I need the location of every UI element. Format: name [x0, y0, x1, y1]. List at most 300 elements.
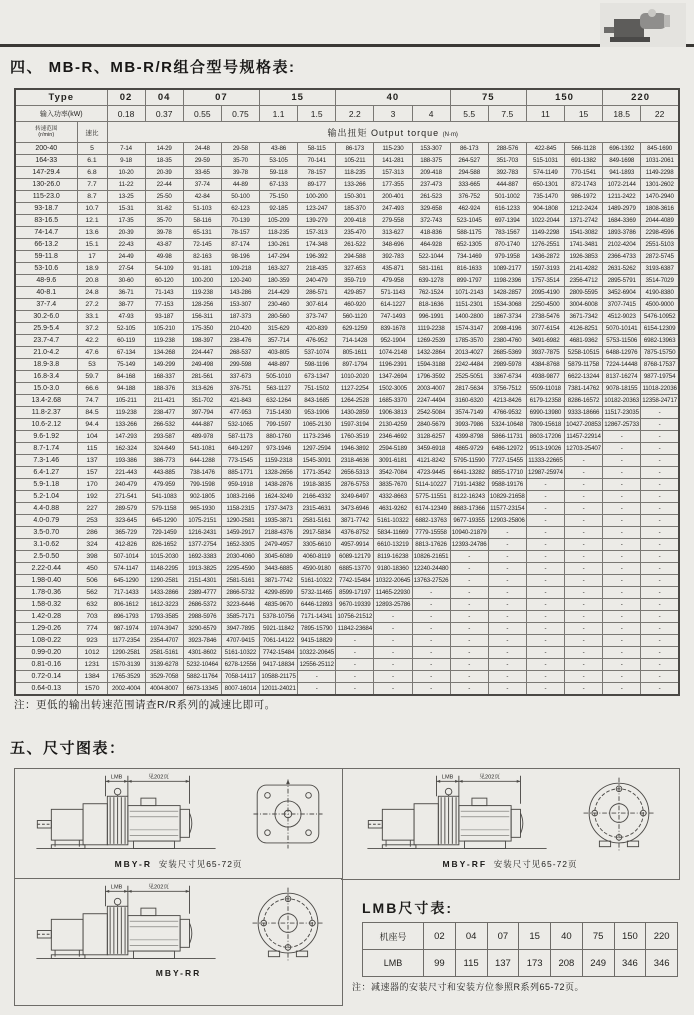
torque-cell: 896-1793	[107, 611, 145, 623]
speed-range-cell: 15.0-3.0	[15, 383, 77, 395]
torque-cell: 288-576	[488, 143, 526, 155]
torque-cell: 818-1636	[412, 299, 450, 311]
power-value: 7.5	[488, 106, 526, 122]
torque-cell: 86-173	[450, 143, 488, 155]
torque-cell: 652-1305	[450, 239, 488, 251]
torque-cell: 58-116	[183, 215, 221, 227]
power-value: 4	[412, 106, 450, 122]
torque-cell: 645-1290	[145, 515, 183, 527]
torque-cell: -	[565, 539, 603, 551]
torque-cell: 337-673	[221, 371, 259, 383]
torque-cell: 29-58	[221, 143, 259, 155]
torque-cell: 588-1175	[450, 227, 488, 239]
torque-cell: 1913-3825	[183, 563, 221, 575]
torque-cell: -	[641, 539, 679, 551]
subheader-row	[15, 122, 679, 143]
speed-range-cell: 0.64-0.13	[15, 683, 77, 696]
torque-cell: 193-386	[107, 455, 145, 467]
torque-cell: 1502-3005	[374, 383, 412, 395]
torque-cell: -	[603, 503, 641, 515]
table-row	[15, 635, 679, 647]
torque-cell: 1290-2581	[221, 515, 259, 527]
torque-cell: 196-392	[298, 251, 336, 263]
torque-cell: -	[412, 683, 450, 696]
torque-cell: -	[565, 503, 603, 515]
torque-cell: 10829-21658	[488, 491, 526, 503]
torque-cell: 1436-2872	[526, 251, 564, 263]
torque-cell: 50-100	[221, 191, 259, 203]
torque-cell: 2247-4494	[412, 395, 450, 407]
torque-cell: 261-523	[412, 191, 450, 203]
torque-cell: 3045-6089	[260, 551, 298, 563]
table-row	[15, 407, 679, 419]
torque-cell: 12867-25733	[603, 419, 641, 431]
table-row	[15, 275, 679, 287]
frame-size-cell: 75	[582, 923, 614, 950]
torque-cell: -	[565, 563, 603, 575]
torque-cell: 5866-11731	[488, 431, 526, 443]
torque-cell: 11517-23035	[603, 407, 641, 419]
torque-cell: 1031-2061	[641, 155, 679, 167]
speed-range-cell: 5.2-1.04	[15, 491, 77, 503]
mby-rr-front-view-drawing	[246, 882, 330, 966]
torque-cell: 1545-3091	[298, 455, 336, 467]
torque-cell: 505-1010	[260, 371, 298, 383]
torque-cell: 639-1278	[412, 275, 450, 287]
torque-cell: 1264-2528	[336, 395, 374, 407]
table-row	[15, 515, 679, 527]
torque-cell: 210-420	[221, 323, 259, 335]
torque-cell: 20-39	[145, 167, 183, 179]
torque-cell: 157-313	[374, 167, 412, 179]
lmb-value-cell: 346	[646, 950, 678, 977]
torque-cell: -	[603, 515, 641, 527]
torque-cell: 3290-6579	[183, 623, 221, 635]
torque-cell: 1400-2800	[450, 311, 488, 323]
torque-cell: 1867-3734	[488, 311, 526, 323]
speed-range-cell: 23.7-4.7	[15, 335, 77, 347]
torque-cell: 805-1611	[336, 347, 374, 359]
torque-cell: -	[412, 611, 450, 623]
right-drawing-box	[341, 768, 680, 880]
torque-cell: 479-958	[374, 275, 412, 287]
torque-cell: 996-1991	[412, 311, 450, 323]
lmb-label: LMB	[363, 950, 424, 977]
torque-cell: 323-645	[107, 515, 145, 527]
torque-cell: 4723-9445	[412, 467, 450, 479]
torque-cell: 2685-5369	[488, 347, 526, 359]
torque-cell: -	[374, 683, 412, 696]
type-group-04: 04	[145, 89, 183, 106]
torque-cell: 293-587	[145, 431, 183, 443]
torque-cell: 7875-15750	[641, 347, 679, 359]
ratio-cell: 923	[77, 635, 107, 647]
torque-cell: 598-1196	[298, 359, 336, 371]
torque-cell: 501-1002	[488, 191, 526, 203]
type-group-40: 40	[336, 89, 450, 106]
torque-cell: 59-118	[260, 167, 298, 179]
torque-cell: 187-373	[221, 311, 259, 323]
torque-cell: 52-105	[107, 323, 145, 335]
ratio-cell: 47.6	[77, 347, 107, 359]
torque-cell: 47-93	[107, 311, 145, 323]
torque-cell: 849-1698	[603, 155, 641, 167]
torque-cell: 4500-9000	[641, 299, 679, 311]
torque-cell: 78-157	[298, 167, 336, 179]
torque-cell: 2895-5791	[603, 275, 641, 287]
torque-cell: -	[526, 635, 564, 647]
torque-cell: 8813-17626	[412, 539, 450, 551]
speed-range-cell: 1.42-0.28	[15, 611, 77, 623]
torque-cell: 1612-3223	[145, 599, 183, 611]
ratio-cell: 74.7	[77, 395, 107, 407]
speed-range-cell: 147-29.4	[15, 167, 77, 179]
torque-cell: -	[565, 683, 603, 696]
power-value: 15	[565, 106, 603, 122]
torque-cell: 839-1678	[374, 323, 412, 335]
torque-cell: 897-1794	[336, 359, 374, 371]
torque-cell: 9-18	[107, 155, 145, 167]
torque-cell: 464-928	[412, 239, 450, 251]
torque-cell: 3707-7415	[603, 299, 641, 311]
torque-cell: -	[603, 647, 641, 659]
torque-cell: 2389-4777	[183, 587, 221, 599]
torque-cell: 3529-7058	[145, 671, 183, 683]
torque-cell: 6641-13282	[450, 467, 488, 479]
lmb-value-cell: 173	[519, 950, 551, 977]
torque-cell: 1347-2694	[374, 371, 412, 383]
ratio-cell: 774	[77, 623, 107, 635]
torque-cell: 7727-15455	[488, 455, 526, 467]
torque-cell: 7224-14448	[603, 359, 641, 371]
torque-cell: 8286-16572	[565, 395, 603, 407]
torque-cell: 571-1143	[374, 287, 412, 299]
torque-cell: 12240-24480	[412, 563, 450, 575]
torque-cell: 75-150	[260, 191, 298, 203]
mby-rf-front-view-drawing	[577, 772, 661, 856]
torque-cell: 4121-8242	[412, 455, 450, 467]
torque-cell: 13-25	[107, 191, 145, 203]
torque-cell: -	[374, 635, 412, 647]
speed-range-cell: 1.78-0.36	[15, 587, 77, 599]
ratio-cell: 42.2	[77, 335, 107, 347]
torque-cell: 616-1233	[488, 203, 526, 215]
torque-cell: 3193-6387	[641, 263, 679, 275]
torque-cell: 78-157	[221, 227, 259, 239]
torque-cell: 329-658	[412, 203, 450, 215]
lmb-table	[362, 922, 678, 977]
torque-cell: 3077-6154	[526, 323, 564, 335]
torque-cell: 100-200	[183, 275, 221, 287]
torque-cell: 313-627	[374, 227, 412, 239]
torque-cell: 5378-10756	[260, 611, 298, 623]
torque-cell: 2917-5834	[298, 527, 336, 539]
power-value: 18.5	[603, 106, 641, 122]
torque-cell: 119-238	[107, 407, 145, 419]
torque-cell: -	[412, 599, 450, 611]
ratio-cell: 27.2	[77, 299, 107, 311]
torque-cell: -	[603, 659, 641, 671]
torque-cell: -	[565, 671, 603, 683]
speed-range-cell: 16.8-3.4	[15, 371, 77, 383]
ratio-cell: 6.1	[77, 155, 107, 167]
torque-cell: 2366-4733	[603, 251, 641, 263]
torque-cell: -	[488, 623, 526, 635]
torque-cell: 1685-3370	[374, 395, 412, 407]
frame-size-cell: 220	[646, 923, 678, 950]
torque-cell: 392-783	[374, 251, 412, 263]
torque-cell: 60-120	[145, 275, 183, 287]
torque-cell: 71-143	[145, 287, 183, 299]
torque-cell: 27-54	[107, 263, 145, 275]
torque-cell: 3585-7171	[221, 611, 259, 623]
torque-cell: 9078-18155	[603, 383, 641, 395]
torque-cell: 696-1392	[603, 143, 641, 155]
torque-cell: 1022-2044	[526, 215, 564, 227]
torque-cell: -	[526, 683, 564, 696]
torque-cell: 870-1740	[488, 239, 526, 251]
torque-cell: 717-1433	[107, 587, 145, 599]
ratio-cell: 1231	[77, 659, 107, 671]
torque-cell: -	[298, 671, 336, 683]
torque-cell: 2315-4631	[298, 503, 336, 515]
torque-cell: 168-337	[145, 371, 183, 383]
speed-range-cell: 7.3-1.46	[15, 455, 77, 467]
torque-cell: 153-307	[221, 299, 259, 311]
torque-cell: 9877-19754	[641, 371, 679, 383]
torque-cell: -	[526, 539, 564, 551]
torque-cell: 799-1598	[183, 479, 221, 491]
torque-cell: -	[603, 479, 641, 491]
torque-cell: 130-261	[260, 239, 298, 251]
speed-range-cell: 25.9-5.4	[15, 323, 77, 335]
torque-cell: 1757-3514	[526, 275, 564, 287]
torque-cell: -	[603, 467, 641, 479]
torque-cell: -	[450, 563, 488, 575]
torque-cell: 12393-24786	[450, 539, 488, 551]
torque-cell: 899-1797	[450, 275, 488, 287]
torque-cell: 15-31	[107, 203, 145, 215]
torque-cell: 174-348	[298, 239, 336, 251]
torque-cell: 2581-5161	[145, 647, 183, 659]
torque-cell: 351-702	[183, 395, 221, 407]
torque-cell: 92-185	[260, 203, 298, 215]
ratio-cell: 703	[77, 611, 107, 623]
torque-cell: 1075-2151	[183, 515, 221, 527]
torque-cell: 2130-4259	[374, 419, 412, 431]
table-row	[15, 455, 679, 467]
torque-cell: 397-794	[183, 407, 221, 419]
torque-cell: 43-86	[260, 143, 298, 155]
torque-cell: -	[526, 611, 564, 623]
torque-cell: -	[565, 551, 603, 563]
torque-cell: 6446-12893	[298, 599, 336, 611]
torque-cell: 9417-18834	[260, 659, 298, 671]
torque-cell: 238-477	[145, 407, 183, 419]
torque-cell: 65-131	[183, 227, 221, 239]
torque-cell: 123-247	[298, 203, 336, 215]
torque-cell: 4681-9362	[565, 335, 603, 347]
torque-cell: 6673-13345	[183, 683, 221, 696]
ratio-cell: 286	[77, 527, 107, 539]
torque-cell: -	[526, 527, 564, 539]
torque-cell: 351-703	[488, 155, 526, 167]
torque-cell: -	[526, 671, 564, 683]
torque-cell: 224-447	[183, 347, 221, 359]
torque-cell: 1652-3305	[221, 539, 259, 551]
torque-cell: 566-1128	[565, 143, 603, 155]
torque-cell: -	[603, 587, 641, 599]
torque-cell: 188-375	[412, 155, 450, 167]
torque-cell: -	[526, 491, 564, 503]
torque-cell: 1433-2866	[145, 587, 183, 599]
torque-cell: 7742-15484	[336, 575, 374, 587]
torque-cell: -	[526, 623, 564, 635]
torque-cell: 773-1545	[221, 455, 259, 467]
torque-cell: 386-773	[145, 455, 183, 467]
speed-range-cell: 66-13.2	[15, 239, 77, 251]
torque-cell: -	[450, 635, 488, 647]
table-row	[15, 203, 679, 215]
left-drawing-box	[14, 768, 343, 1006]
torque-cell: 1432-2864	[412, 347, 450, 359]
torque-cell: -	[526, 647, 564, 659]
torque-cell: 1371-2742	[565, 215, 603, 227]
table-row	[15, 587, 679, 599]
torque-cell: 2631-5262	[603, 263, 641, 275]
ratio-cell: 170	[77, 479, 107, 491]
torque-cell: 153-307	[412, 143, 450, 155]
speed-range-cell: 6.4-1.27	[15, 467, 77, 479]
torque-cell: -	[450, 683, 488, 696]
torque-cell: 5775-11551	[412, 491, 450, 503]
ratio-cell: 115	[77, 443, 107, 455]
torque-cell: 333-665	[450, 179, 488, 191]
torque-cell: 3871-7742	[336, 515, 374, 527]
torque-cell: 156-311	[183, 311, 221, 323]
torque-cell: 872-1743	[565, 179, 603, 191]
power-value: 0.75	[221, 106, 259, 122]
torque-cell: -	[336, 671, 374, 683]
torque-cell: 289-579	[107, 503, 145, 515]
torque-cell: 134-268	[145, 347, 183, 359]
torque-cell: 953-1906	[298, 407, 336, 419]
torque-cell: 10427-20853	[565, 419, 603, 431]
torque-cell: 1430-2859	[336, 407, 374, 419]
torque-cell: 4004-8007	[145, 683, 183, 696]
torque-cell: 38-77	[107, 299, 145, 311]
torque-cell: 105-211	[336, 155, 374, 167]
mby-rf-side-view-drawing	[359, 772, 555, 856]
torque-cell: 294-588	[336, 251, 374, 263]
table-row	[15, 419, 679, 431]
torque-cell: 476-952	[298, 335, 336, 347]
torque-cell: 1974-3947	[145, 623, 183, 635]
torque-cell: 87-174	[221, 239, 259, 251]
speed-range-cell: 9.6-1.92	[15, 431, 77, 443]
torque-cell: 2102-4204	[603, 239, 641, 251]
torque-cell: 6882-13763	[412, 515, 450, 527]
torque-cell: 1297-2594	[298, 443, 336, 455]
torque-cell: -	[603, 623, 641, 635]
torque-cell: -	[488, 683, 526, 696]
speed-range-header: 转速范围 (r/min)	[15, 122, 77, 143]
torque-cell: -	[488, 563, 526, 575]
torque-cell: 266-532	[145, 419, 183, 431]
torque-cell: 2318-4636	[336, 455, 374, 467]
torque-cell: -	[603, 455, 641, 467]
torque-cell: 365-729	[107, 527, 145, 539]
torque-cell: 294-588	[450, 167, 488, 179]
torque-cell: -	[374, 647, 412, 659]
torque-cell: 2817-5634	[450, 383, 488, 395]
panel-mby-rf	[341, 769, 679, 878]
speed-range-cell: 21.0-4.2	[15, 347, 77, 359]
frame-size-cell: 40	[551, 923, 583, 950]
torque-cell: 157-313	[298, 227, 336, 239]
speed-range-cell: 1.58-0.32	[15, 599, 77, 611]
torque-cell: 1624-3249	[260, 491, 298, 503]
torque-cell: 115-230	[374, 143, 412, 155]
torque-cell: 3004-6008	[565, 299, 603, 311]
torque-cell: 1198-2396	[488, 275, 526, 287]
table-row	[15, 335, 679, 347]
torque-cell: 5879-11758	[565, 359, 603, 371]
table-row	[15, 683, 679, 696]
torque-cell: 12556-25112	[298, 659, 336, 671]
torque-cell: 1269-2539	[412, 335, 450, 347]
torque-cell: 324-649	[145, 443, 183, 455]
torque-cell: 98-196	[221, 251, 259, 263]
power-value: 2.2	[336, 106, 374, 122]
ratio-cell: 33.1	[77, 311, 107, 323]
torque-cell: -	[641, 671, 679, 683]
torque-cell: 37-74	[183, 179, 221, 191]
torque-cell: -	[641, 443, 679, 455]
torque-cell: -	[488, 599, 526, 611]
torque-cell: 1570-3139	[107, 659, 145, 671]
torque-cell: 6885-13770	[336, 563, 374, 575]
torque-cell: 3452-6904	[603, 287, 641, 299]
torque-cell: 537-1074	[298, 347, 336, 359]
torque-cell: 12358-24717	[641, 395, 679, 407]
table-row	[15, 395, 679, 407]
ratio-cell: 450	[77, 563, 107, 575]
torque-cell: 35-70	[221, 155, 259, 167]
torque-cell: 4938-9877	[526, 371, 564, 383]
torque-cell: 6278-12556	[221, 659, 259, 671]
torque-cell: 42-84	[183, 191, 221, 203]
ratio-cell: 192	[77, 491, 107, 503]
torque-cell: 443-885	[145, 467, 183, 479]
torque-cell: 1276-2551	[526, 239, 564, 251]
torque-cell: 29-59	[183, 155, 221, 167]
torque-cell: 3947-7895	[221, 623, 259, 635]
mby-rf-caption: MBY-RF 安装尺寸见65-72页	[442, 859, 578, 869]
lmb-value-cell: 99	[424, 950, 456, 977]
ratio-cell: 53	[77, 359, 107, 371]
torque-cell: -	[603, 539, 641, 551]
torque-cell: 1737-3473	[260, 503, 298, 515]
speed-range-cell: 3.5-0.70	[15, 527, 77, 539]
torque-cell: 541-1083	[145, 491, 183, 503]
torque-cell: -	[450, 611, 488, 623]
torque-cell: 783-1567	[488, 227, 526, 239]
torque-cell: -	[603, 671, 641, 683]
torque-cell: 2188-4376	[260, 527, 298, 539]
torque-cell: -	[488, 587, 526, 599]
torque-cell: 3160-6320	[450, 395, 488, 407]
